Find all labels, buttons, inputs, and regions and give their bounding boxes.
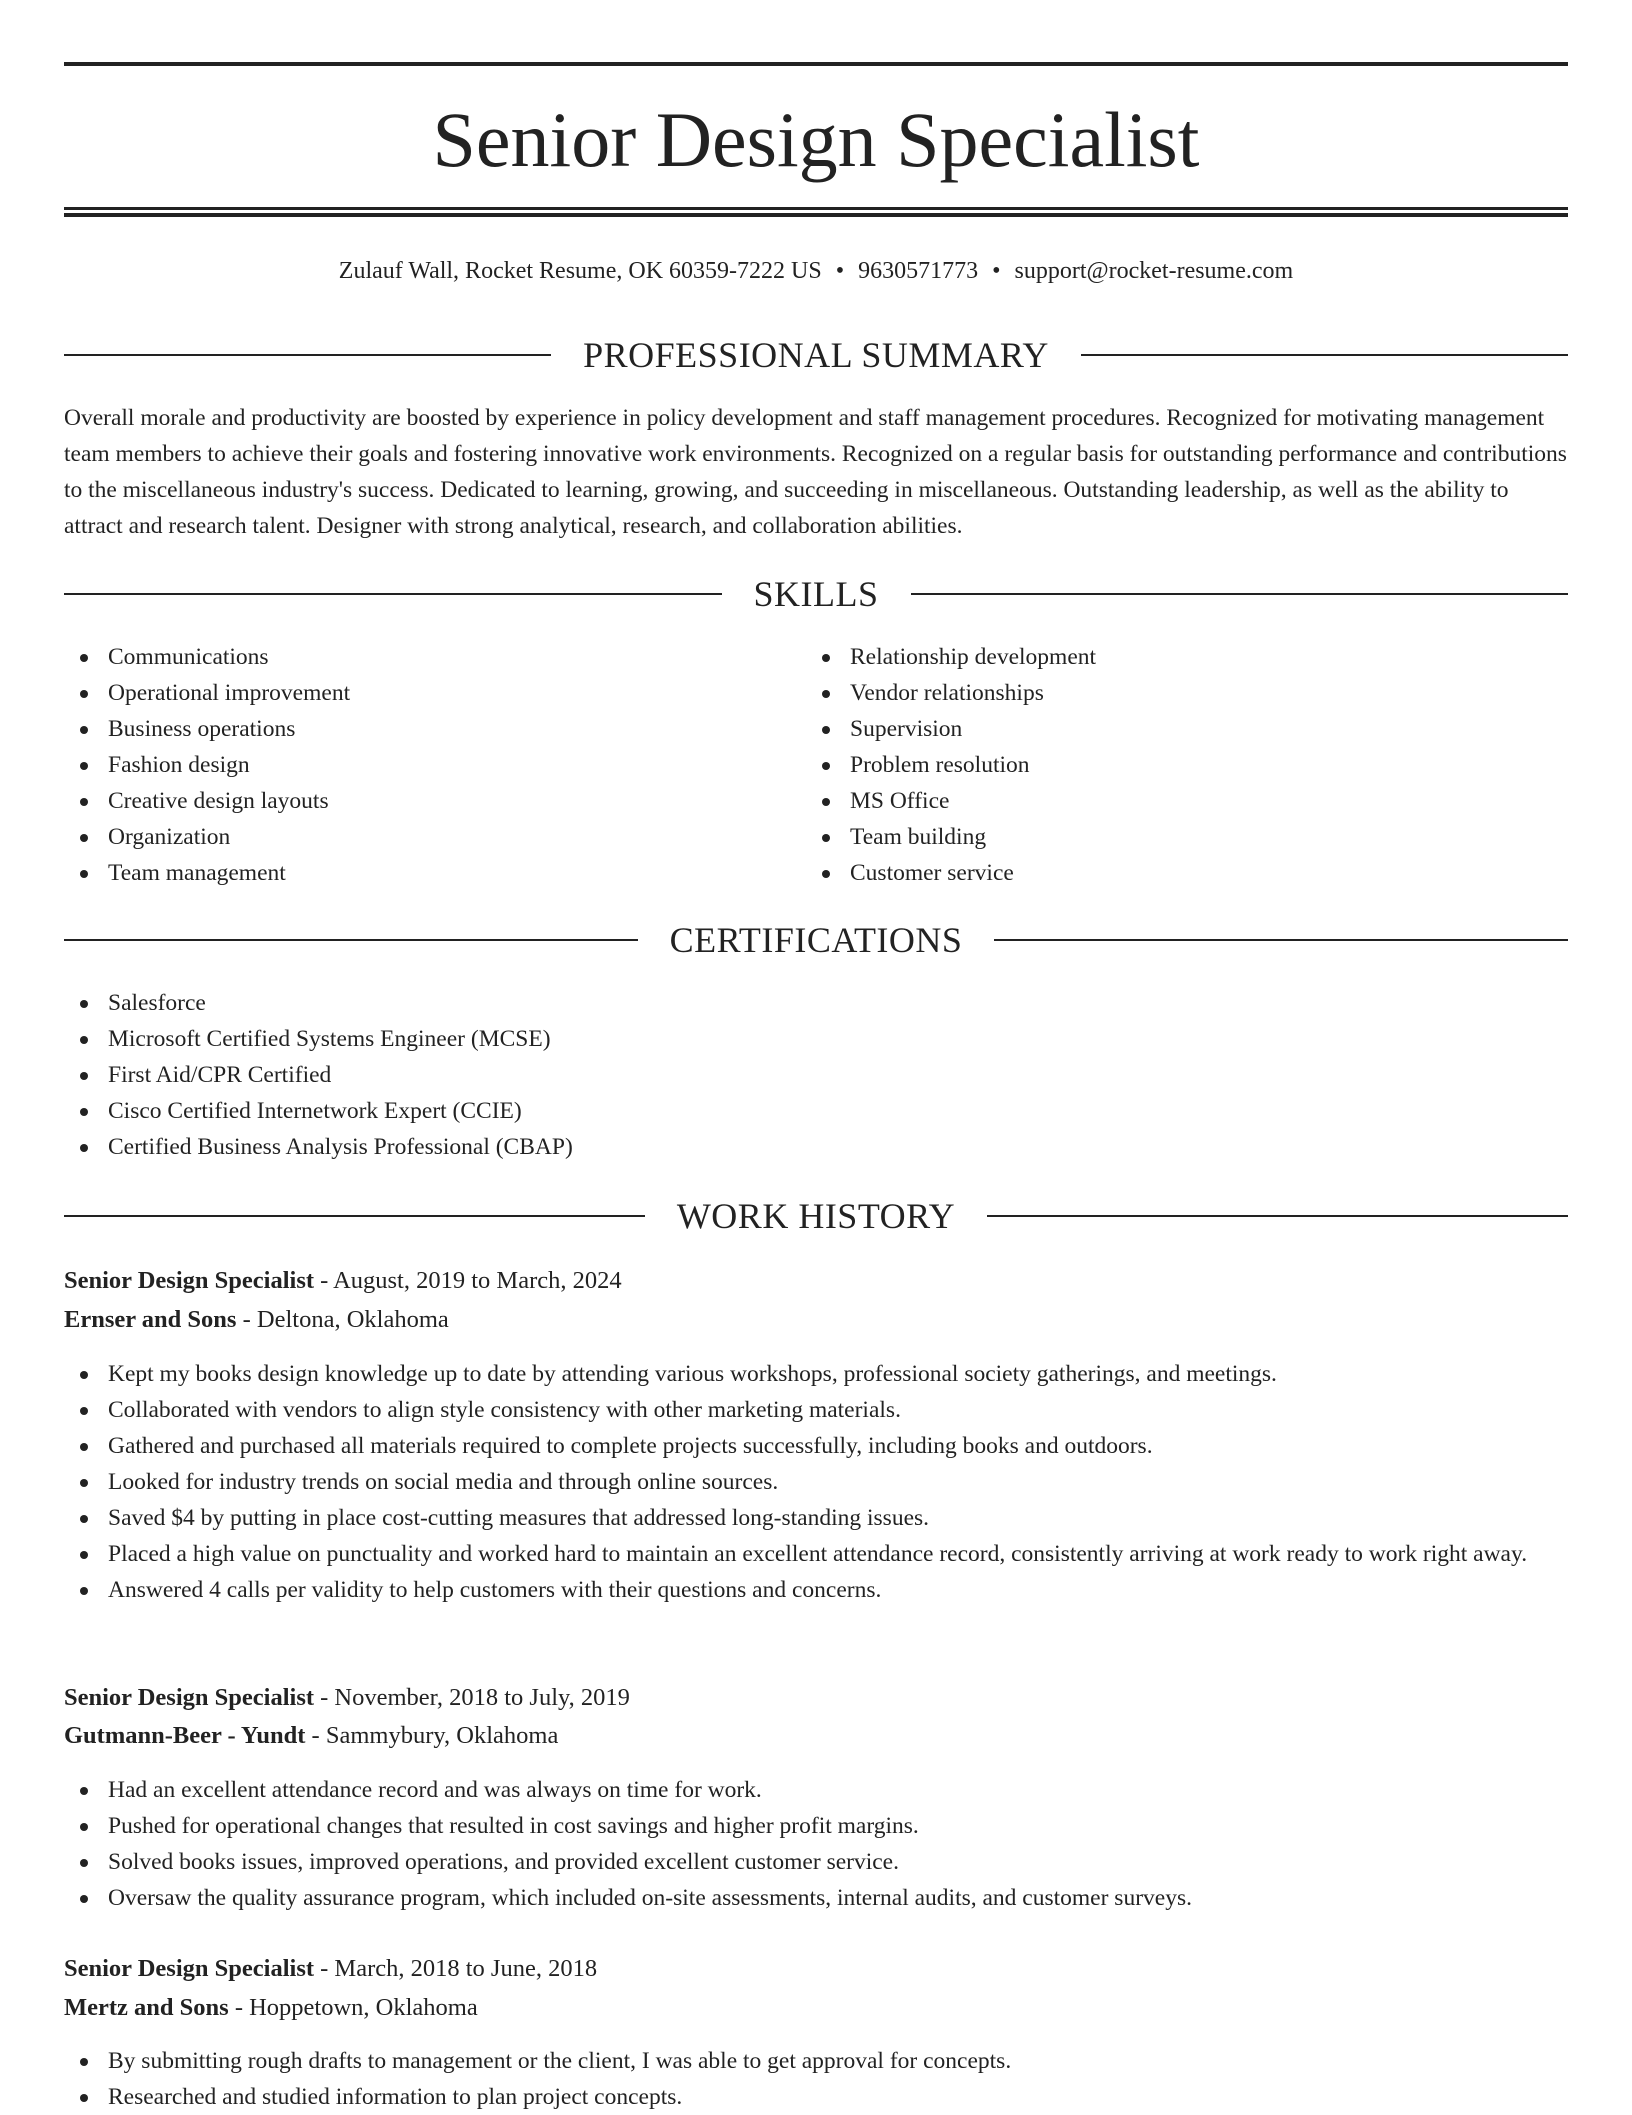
certification-item: Microsoft Certified Systems Engineer (MCSE) <box>64 1021 1568 1057</box>
skills-heading: SKILLS <box>753 574 879 614</box>
contact-separator: • <box>992 258 1001 284</box>
certifications-section-heading <box>64 918 1568 962</box>
header-top-rule <box>64 62 1568 66</box>
divider-line <box>64 354 551 356</box>
contact-email: support@rocket-resume.com <box>1014 258 1294 284</box>
skill-item: Operational improvement <box>64 675 764 711</box>
job-dates: - March, 2018 to June, 2018 <box>314 1955 598 1982</box>
job-location: - Sammybury, Oklahoma <box>305 1722 559 1749</box>
contact-address: Zulauf Wall, Rocket Resume, OK 60359-7222 US <box>338 258 822 284</box>
job-location: - Deltona, Oklahoma <box>236 1306 449 1333</box>
summary-section-heading <box>64 333 1568 377</box>
job-bullet: Gathered and purchased all materials required to complete projects successfully, including books and outdoors. <box>64 1428 1568 1464</box>
job-location: - Hoppetown, Oklahoma <box>228 1994 478 2021</box>
summary-text: Overall morale and productivity are boosted by experience in policy development and staff management procedures. Recognized for motivating management team members to achieve their goals and fostering innovative work environments. Recognized on a regular basis for outstanding performance and contributions to the miscellaneous industry's success. Dedicated to learning, growing, and succeeding in miscellaneous. Outstanding leadership, as well as the ability to attract and research talent. Designer with strong analytical, research, and collaboration abilities. <box>64 405 1567 539</box>
job-title: Senior Design Specialist <box>64 1684 315 1711</box>
job-dates: - August, 2019 to March, 2024 <box>314 1267 622 1294</box>
job-title-line <box>64 1263 1568 1299</box>
job-bullet: Saved $4 by putting in place cost-cutting measures that addressed long-standing issues. <box>64 1500 1568 1536</box>
skill-item: Communications <box>64 639 764 675</box>
job-company: Gutmann-Beer - Yundt <box>64 1722 306 1749</box>
skill-item: Supervision <box>806 711 1506 747</box>
divider-line <box>987 1215 1568 1217</box>
job-bullets <box>64 2043 1568 2115</box>
job-bullet: Researched and studied information to plan project concepts. <box>64 2079 1568 2115</box>
certifications-list <box>64 985 1568 1165</box>
skill-item: Customer service <box>806 855 1506 891</box>
skill-item: Creative design layouts <box>64 783 764 819</box>
job-bullet: Pushed for operational changes that resulted in cost savings and higher profit margins. <box>64 1808 1568 1844</box>
certification-item: Cisco Certified Internetwork Expert (CCIE) <box>64 1093 1568 1129</box>
work-section-heading <box>64 1194 1568 1238</box>
work-heading: WORK HISTORY <box>676 1196 956 1236</box>
job-bullet: Kept my books design knowledge up to date by attending various workshops, professional society gatherings, and meetings. <box>64 1356 1568 1392</box>
job-bullets <box>64 1356 1568 1608</box>
divider-line <box>1081 354 1568 356</box>
certifications-heading: CERTIFICATIONS <box>669 920 963 960</box>
divider-line <box>64 939 638 941</box>
certification-item: First Aid/CPR Certified <box>64 1057 1568 1093</box>
job-bullets <box>64 1772 1568 1916</box>
job-company-line <box>64 1990 1568 2026</box>
job-dates: - November, 2018 to July, 2019 <box>314 1684 630 1711</box>
skill-item: Vendor relationships <box>806 675 1506 711</box>
job-bullet: Had an excellent attendance record and was always on time for work. <box>64 1772 1568 1808</box>
skill-item: Team management <box>64 855 764 891</box>
job-title: Senior Design Specialist <box>64 1955 315 1982</box>
job-title-line <box>64 1680 1568 1716</box>
skills-section-heading <box>64 572 1568 616</box>
skill-item: Problem resolution <box>806 747 1506 783</box>
skill-item: Organization <box>64 819 764 855</box>
divider-line <box>911 593 1569 595</box>
divider-line <box>994 939 1568 941</box>
job-title: Senior Design Specialist <box>64 1267 315 1294</box>
divider-line <box>64 1215 645 1217</box>
summary-heading: PROFESSIONAL SUMMARY <box>583 335 1049 375</box>
job-bullet: By submitting rough drafts to management or the client, I was able to get approval for concepts. <box>64 2043 1568 2079</box>
certification-item: Salesforce <box>64 985 1568 1021</box>
skill-item: Relationship development <box>806 639 1506 675</box>
job-bullet: Answered 4 calls per validity to help customers with their questions and concerns. <box>64 1572 1568 1608</box>
contact-line <box>64 255 1568 287</box>
job-bullet: Collaborated with vendors to align style consistency with other marketing materials. <box>64 1392 1568 1428</box>
resume-name: Senior Design Specialist <box>432 96 1200 183</box>
divider-line <box>64 593 722 595</box>
job-bullet: Oversaw the quality assurance program, which included on-site assessments, internal audits, and customer surveys. <box>64 1880 1568 1916</box>
job-company: Ernser and Sons <box>64 1306 237 1333</box>
certification-item: Certified Business Analysis Professional (CBAP) <box>64 1129 1568 1165</box>
contact-phone: 9630571773 <box>858 258 979 284</box>
job-bullet: Looked for industry trends on social media and through online sources. <box>64 1464 1568 1500</box>
job-title-line <box>64 1951 1568 1987</box>
job-company: Mertz and Sons <box>64 1994 229 2021</box>
skill-item: Team building <box>806 819 1506 855</box>
contact-separator: • <box>835 258 845 284</box>
job-bullet: Solved books issues, improved operations, and provided excellent customer service. <box>64 1844 1568 1880</box>
skill-item: MS Office <box>806 783 1506 819</box>
job-company-line <box>64 1718 1568 1754</box>
job-bullet: Placed a high value on punctuality and worked hard to maintain an excellent attendance record, consistently arriving at work ready to work right away. <box>64 1536 1568 1572</box>
skill-item: Fashion design <box>64 747 764 783</box>
job-company-line <box>64 1302 1568 1338</box>
skill-item: Business operations <box>64 711 764 747</box>
header-double-rule <box>64 207 1568 217</box>
skills-list-left <box>64 639 764 891</box>
skills-list-right <box>806 639 1506 891</box>
